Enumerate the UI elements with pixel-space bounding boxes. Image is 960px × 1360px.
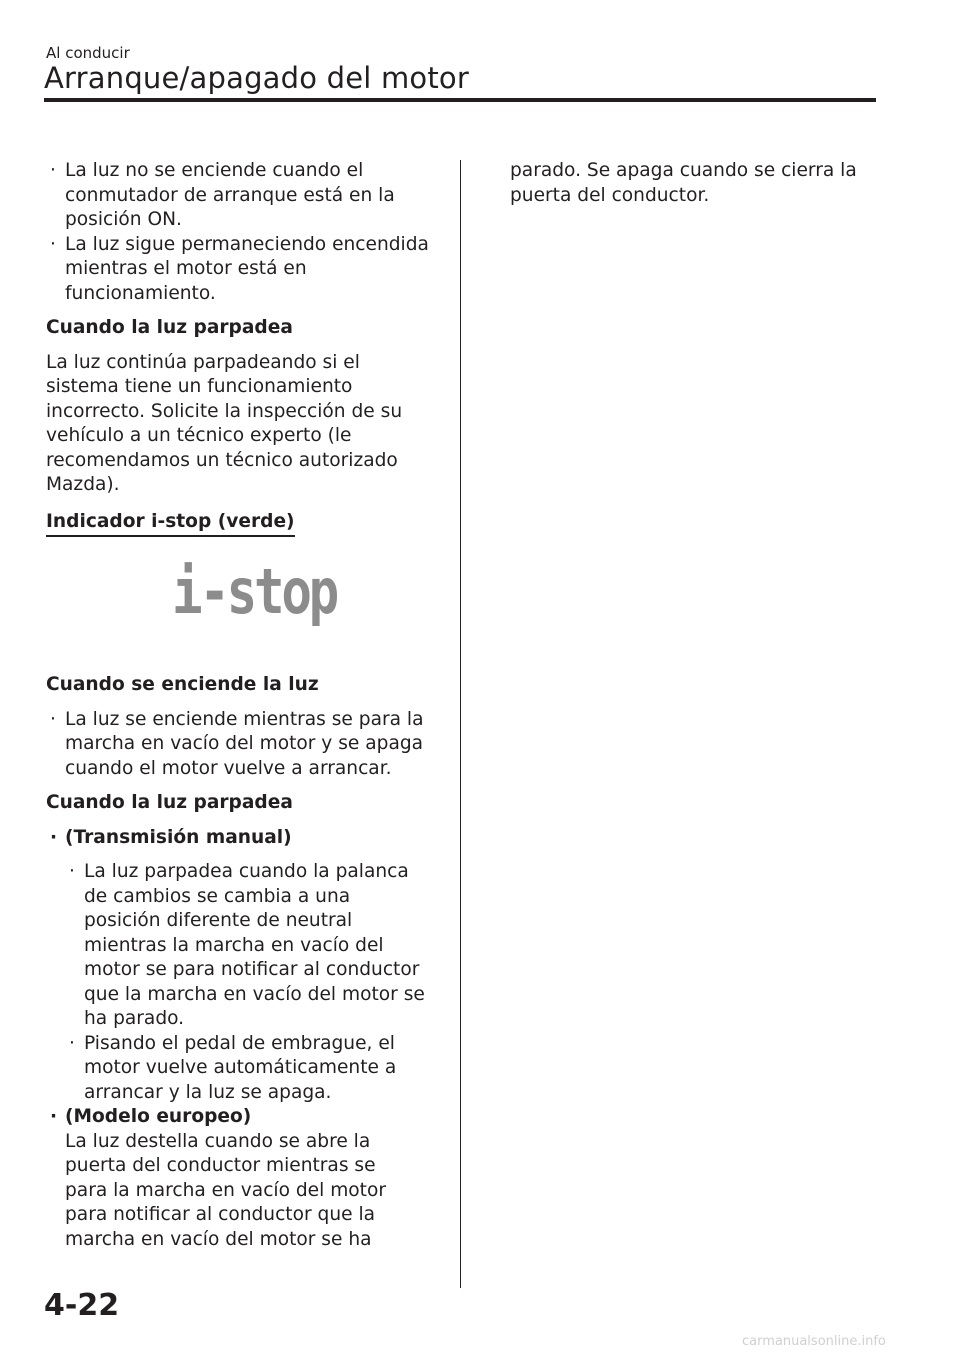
manual-label: · (Transmisión manual)	[46, 826, 446, 851]
continuation-paragraph: parado. Se apaga cuando se cierra la puerta del conductor.	[510, 160, 857, 206]
blink-heading-2: Cuando la luz parpadea	[46, 792, 293, 813]
header-rule	[44, 98, 876, 102]
page-number: 4-22	[44, 1288, 120, 1323]
page-title: Arranque/apagado del motor	[44, 61, 469, 95]
indicator-heading: Indicador i-stop (verde)	[46, 510, 295, 538]
on-heading: Cuando se enciende la luz	[46, 674, 319, 695]
watermark: carmanualsonline.info	[742, 1334, 886, 1349]
right-column	[510, 159, 890, 208]
blink-paragraph: La luz continúa parpadeando si el sistema tiene un funcionamiento incorrecto. Solicite la inspección de su vehículo a un técnico experto (le recomendamos un técnico autorizado Mazda).	[46, 351, 403, 495]
istop-indicator-icon	[46, 537, 446, 657]
euro-label: · (Modelo europeo)	[46, 1105, 446, 1130]
list-item: · La luz no se enciende cuando el conmutador de arranque está en la posición ON.	[46, 159, 435, 233]
column-divider	[460, 160, 461, 1288]
blink-heading: Cuando la luz parpadea	[46, 317, 293, 338]
istop-icon-label: i-stop	[172, 555, 336, 628]
section-label: Al conducir	[46, 44, 130, 62]
list-item: · La luz sigue permaneciendo encendida mientras el motor está en funcionamiento.	[46, 233, 435, 307]
list-item: · La luz se enciende mientras se para la marcha en vacío del motor y se apaga cuando el motor vuelve a arrancar.	[46, 708, 425, 782]
list-item: · Pisando el pedal de embrague, el motor vuelve automáticamente a arrancar y la luz se apaga.	[46, 1032, 429, 1106]
list-item: · La luz parpadea cuando la palanca de cambios se cambia a una posición diferente de neutral mientras la marcha en vacío del motor se para notificar al conductor que la marcha en vacío del motor se ha parado.	[46, 860, 432, 1032]
left-column	[46, 159, 446, 1252]
euro-paragraph: La luz destella cuando se abre la puerta del conductor mientras se para la marcha en vacío del motor para notificar al conductor que la marcha en vacío del motor se ha	[65, 1130, 386, 1250]
